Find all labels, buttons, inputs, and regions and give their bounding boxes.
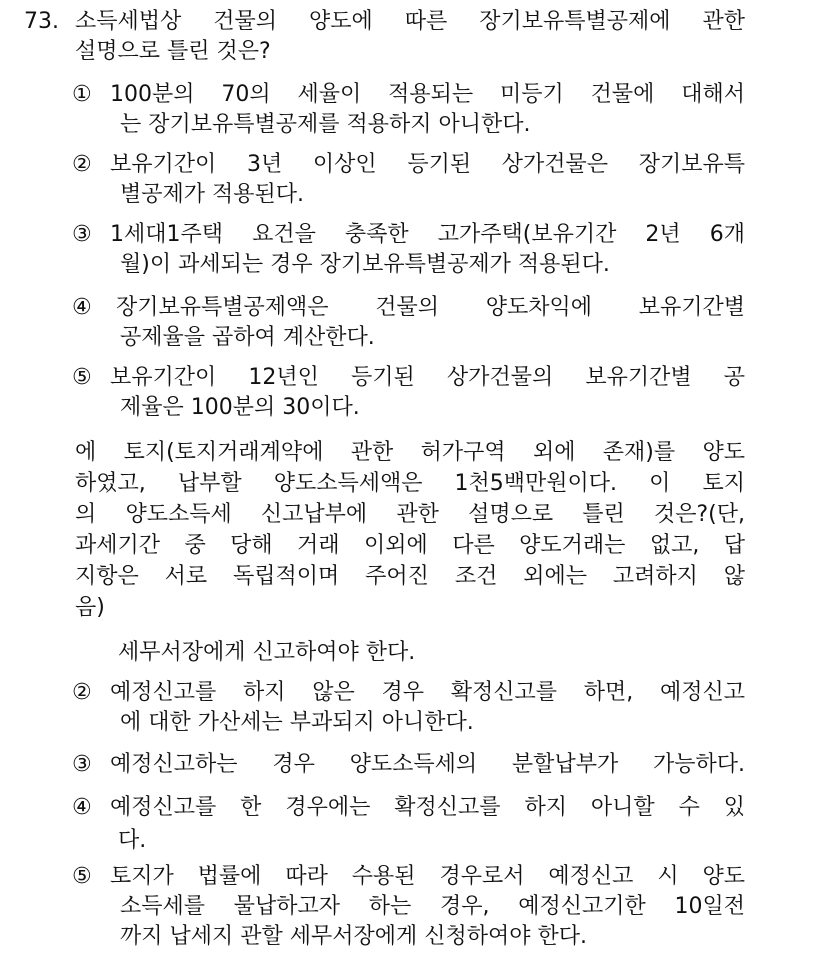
option-marker: ③ [72,222,92,247]
option-text-line: 월)이 과세되는 경우 장기보유특별공제가 적용된다. [120,252,610,277]
option-marker: ② [72,680,92,705]
option-marker: ③ [72,752,92,777]
question-stem-line: 의 양도소득세 신고납부에 관한 설명으로 틀린 것은?(단, [75,502,745,527]
option-text-line: 소득세를 물납하고자 하는 경우, 예정신고기한 10일전 [120,894,745,919]
question-stem-line: 에 토지(토지거래계약에 관한 허가구역 외에 존재)를 양도 [75,440,745,465]
option-text-line: 예정신고를 한 경우에는 확정신고를 하지 아니할 수 있 [110,795,745,820]
option-text-line: 는 장기보유특별공제를 적용하지 아니한다. [120,112,531,137]
option-text-line: 장기보유특별공제액은 건물의 양도차익에 보유기간별 [116,295,745,320]
question-stem-line: 하였고, 납부할 양도소득세액은 1천5백만원이다. 이 토지 [75,471,745,496]
option-text-line: 예정신고를 하지 않은 경우 확정신고를 하면, 예정신고 [110,680,745,705]
question-stem-line: 지항은 서로 독립적이며 주어진 조건 외에는 고려하지 않 [75,564,745,589]
option-text-line: 공제율을 곱하여 계산한다. [120,325,375,350]
option-text-line: 까지 납세지 관할 세무서장에게 신청하여야 한다. [120,924,588,949]
option-marker: ④ [72,295,92,320]
question-stem-line: 설명으로 틀린 것은? [75,39,271,64]
option-marker: ④ [72,795,92,820]
option-text-line: 에 대한 가산세는 부과되지 아니한다. [120,710,474,735]
option-marker: ⑤ [72,864,92,889]
option-text-line: 제율은 100분의 30이다. [120,395,360,420]
option-text-line: 토지가 법률에 따라 수용된 경우로서 예정신고 시 양도 [110,864,745,889]
option-text-line: 다. [118,828,147,853]
option-text-line: 예정신고하는 경우 양도소득세의 분할납부가 가능하다. [110,752,745,777]
option-text-line: 보유기간이 3년 이상인 등기된 상가건물은 장기보유특 [110,152,745,177]
option-text-line: 1세대1주택 요건을 충족한 고가주택(보유기간 2년 6개 [110,222,745,247]
option-marker: ① [72,82,92,107]
option-marker: ② [72,152,92,177]
option-text-line: 별공제가 적용된다. [120,182,305,207]
question-stem-line: 소득세법상 건물의 양도에 따른 장기보유특별공제에 관한 [75,9,745,34]
option-marker: ⑤ [72,365,92,390]
option-1-tail[interactable]: 세무서장에게 신고하여야 한다. [118,640,416,665]
option-text-line: 보유기간이 12년인 등기된 상가건물의 보유기간별 공 [110,365,745,390]
question-stem-line: 음) [75,595,105,620]
question-number: 73. [24,9,59,34]
option-text-line: 100분의 70의 세율이 적용되는 미등기 건물에 대해서 [110,82,745,107]
question-stem-line: 과세기간 중 당해 거래 이외에 다른 양도거래는 없고, 답 [75,533,745,558]
